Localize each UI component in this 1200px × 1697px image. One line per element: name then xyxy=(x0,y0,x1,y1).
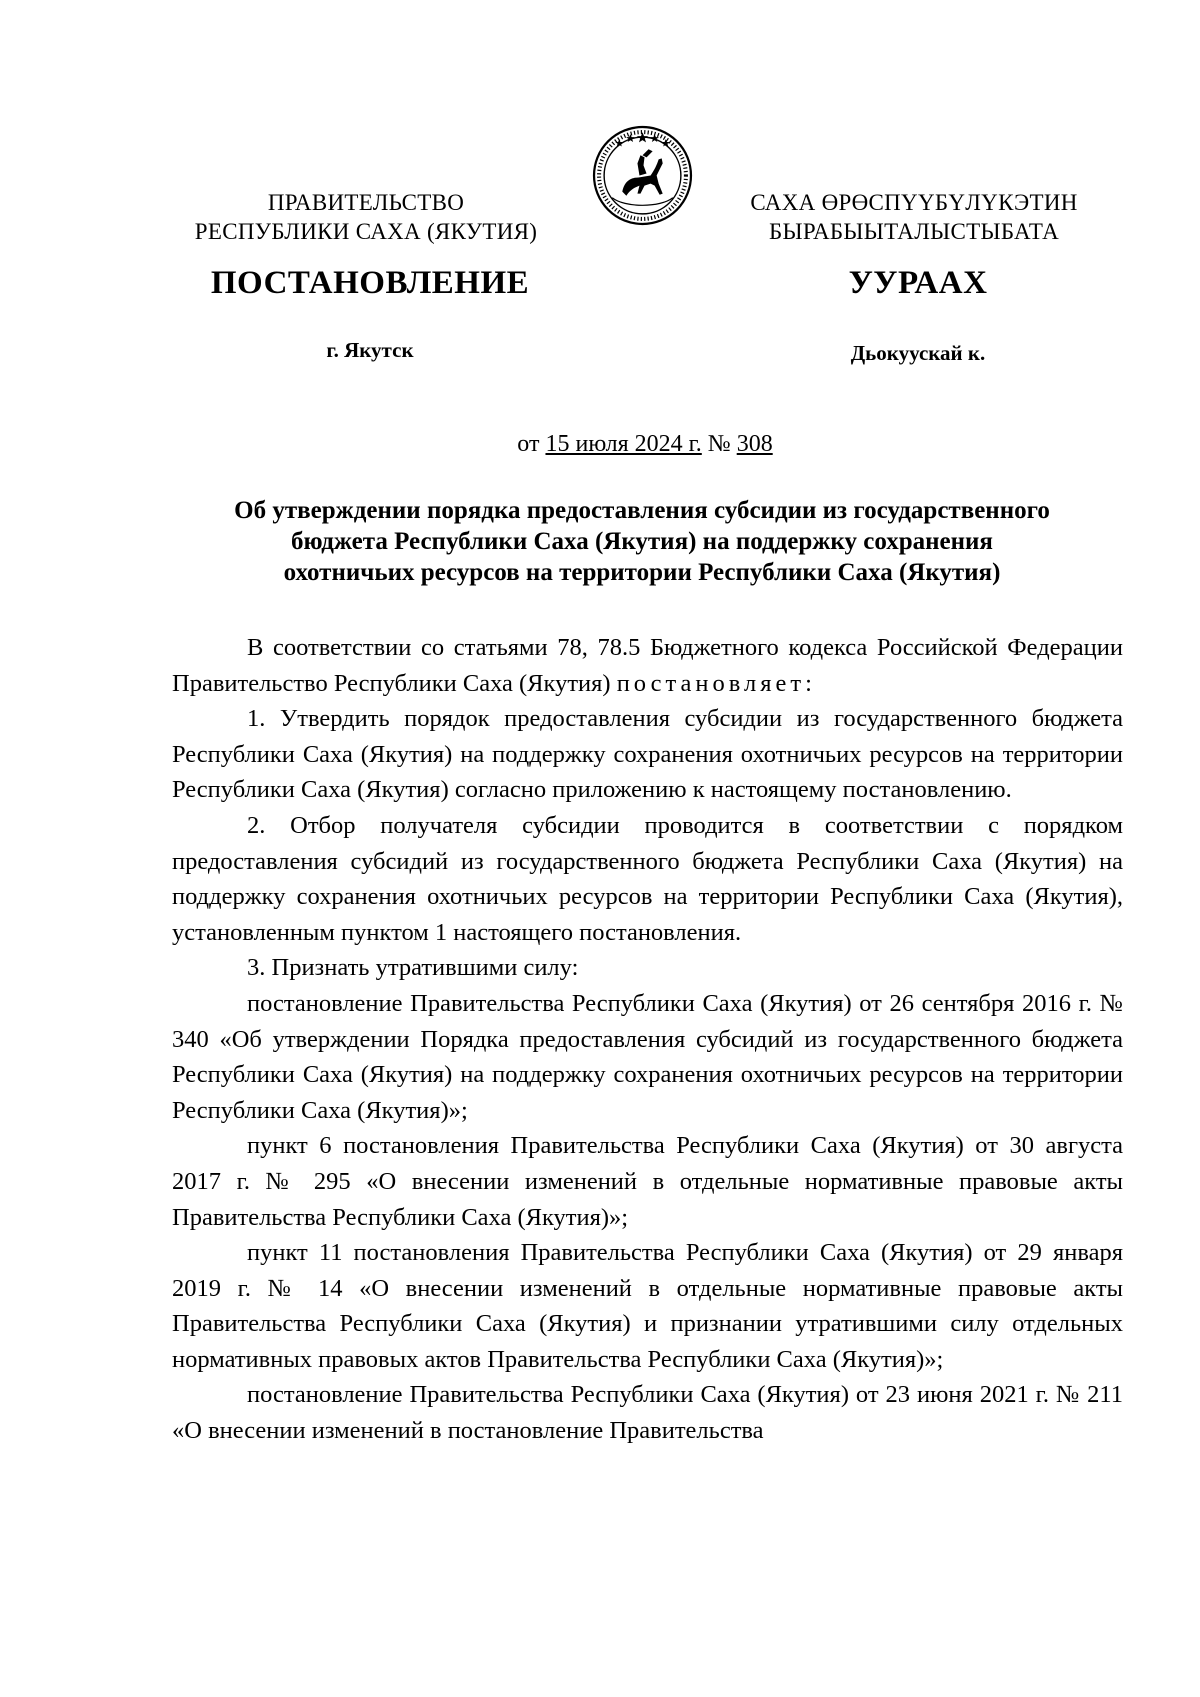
paragraph-item-1: 1. Утвердить порядок предоставления субсидии из государственного бюджета Республики Саха (Якутия) на поддержку сохранения охотничьих ресурсов на территории Республики Саха (Якутия) согласно приложению к настоящему постановлению. xyxy=(172,705,1123,804)
date-prefix: от xyxy=(517,431,546,457)
paragraph-repeal-2: пункт 6 постановления Правительства Республики Саха (Якутия) от 30 августа 2017 г. № 295 «О внесении изменений в отдельные нормативные правовые акты Правительства Республики Саха (Якутия)»; xyxy=(172,1132,1123,1231)
government-name-sah-line2: БЫРАБЫЫТАЛЫСТЫБАТА xyxy=(768,219,1060,244)
preamble-text: В соответствии со статьями 78, 78.5 Бюджетного кодекса Российской Федерации Правительство Республики Саха (Якутия) xyxy=(172,634,1123,697)
title-line-1: Об утверждении порядка предоставления субсидии из государственного xyxy=(234,497,1050,524)
government-name-ru-line1: ПРАВИТЕЛЬСТВО xyxy=(267,190,465,215)
paragraph-item-3: 3. Признать утратившими силу: xyxy=(247,954,579,982)
paragraph-item-2: 2. Отбор получателя субсидии проводится в соответствии с порядком предоставления субсидий из государственного бюджета Республики Саха (Якутия) на поддержку сохранения охотничьих ресурсов на территории Республики Саха (Якутия), установленным пунктом 1 настоящего постановления. xyxy=(172,811,1123,946)
paragraph-repeal-3: пункт 11 постановления Правительства Республики Саха (Якутия) от 29 января 2019 г. № 14 «О внесении изменений в отдельные нормативные правовые акты Правительства Республики Саха (Якутия) и признании утратившими силу отдельных нормативных правовых актов Правительства Республики Саха (Якутия)»; xyxy=(172,1239,1123,1373)
government-name-sah xyxy=(728,188,1100,246)
date-number-line xyxy=(0,431,1200,458)
government-name-sah-line1: САХА ӨРӨСПҮҮБҮЛҮКЭТИН xyxy=(750,190,1078,215)
document-type-sah: УУРААХ xyxy=(848,265,988,301)
title-line-2: бюджета Республики Саха (Якутия) на поддержку сохранения xyxy=(291,528,993,555)
document-title xyxy=(160,495,1124,588)
government-name-ru-line2: РЕСПУБЛИКИ САХА (ЯКУТИЯ) xyxy=(194,219,538,244)
paragraph-repeal-4: постановление Правительства Республики Саха (Якутия) от 23 июня 2021 г. № 211 «О внесении изменений в постановление Правительства xyxy=(172,1381,1123,1445)
document-body xyxy=(172,630,1123,1449)
city-ru: г. Якутск xyxy=(326,338,414,362)
coat-of-arms-emblem-icon xyxy=(592,125,693,226)
paragraph-repeal-1: постановление Правительства Республики Саха (Якутия) от 26 сентября 2016 г. № 340 «Об утверждении Порядка предоставления субсидий из государственного бюджета Республики Саха (Якутия) на поддержку сохранения охотничьих ресурсов на территории Республики Саха (Якутия)»; xyxy=(172,989,1123,1124)
document-type-ru: ПОСТАНОВЛЕНИЕ xyxy=(210,265,530,301)
government-name-ru xyxy=(180,188,552,246)
title-line-3: охотничьих ресурсов на территории Республики Саха (Якутия) xyxy=(283,559,1001,586)
document-number: 308 xyxy=(736,431,773,457)
paragraph-preamble xyxy=(172,630,1123,701)
number-sign: № xyxy=(701,431,737,457)
document-date: 15 июля 2024 г. xyxy=(545,431,702,457)
preamble-resolves: постановляет: xyxy=(616,669,816,697)
city-sah: Дьокуускай к. xyxy=(850,341,986,365)
